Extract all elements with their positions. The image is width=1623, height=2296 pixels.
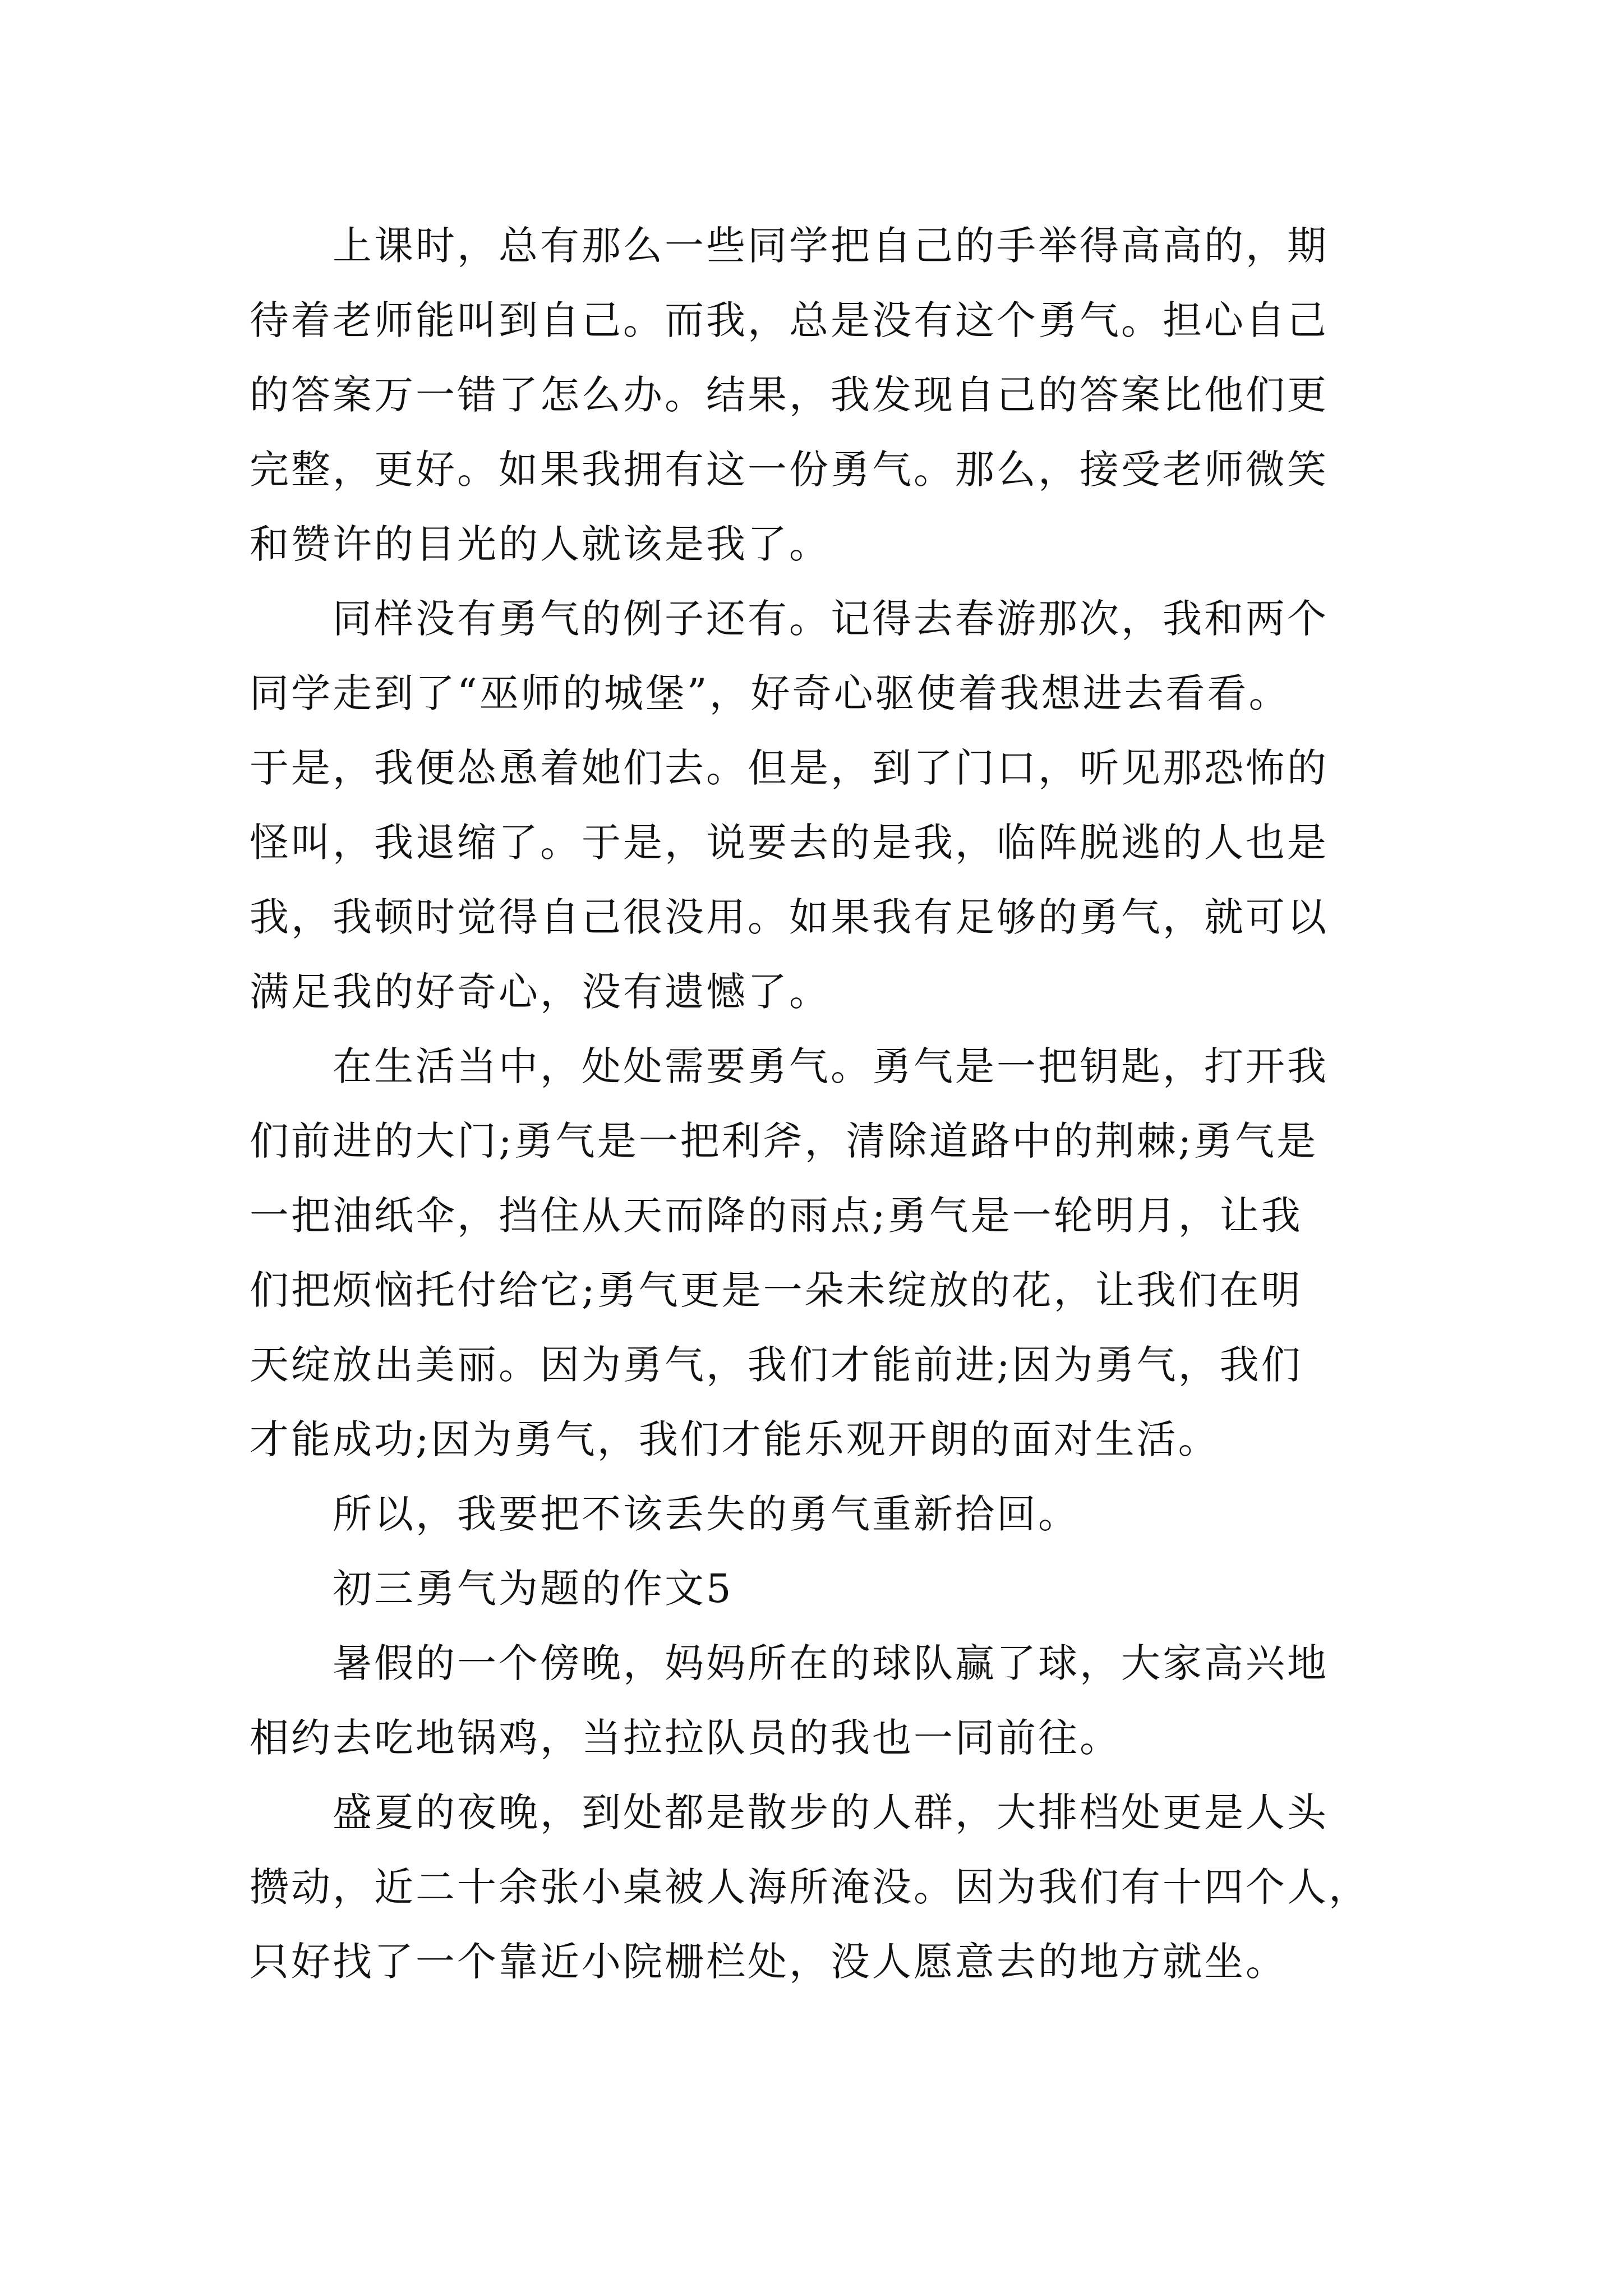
document-body <box>250 209 1382 1999</box>
text-line: 的答案万一错了怎么办。结果，我发现自己的答案比他们更 <box>250 372 1329 418</box>
text-line: 相约去吃地锅鸡，当拉拉队员的我也一同前往。 <box>250 1715 1121 1761</box>
text-line: 同样没有勇气的例子还有。记得去春游那次，我和两个 <box>333 596 1329 642</box>
text-line: 们把烦恼托付给它;勇气更是一朵未绽放的花，让我们在明 <box>250 1267 1303 1313</box>
text-line: 怪叫，我退缩了。于是，说要去的是我，临阵脱逃的人也是 <box>250 820 1329 866</box>
text-line: 完整，更好。如果我拥有这一份勇气。那么，接受老师微笑 <box>250 447 1329 493</box>
text-line: 我，我顿时觉得自己很没用。如果我有足够的勇气，就可以 <box>250 894 1329 940</box>
text-line: 待着老师能叫到自己。而我，总是没有这个勇气。担心自己 <box>250 297 1329 343</box>
text-line: 满足我的好奇心，没有遗憾了。 <box>250 969 831 1015</box>
paragraph-1 <box>250 209 1382 582</box>
text-line: 们前进的大门;勇气是一把利斧，清除道路中的荆棘;勇气是 <box>250 1118 1318 1164</box>
text-line: 在生活当中，处处需要勇气。勇气是一把钥匙，打开我 <box>333 1043 1329 1089</box>
text-line: 才能成功;因为勇气，我们才能乐观开朗的面对生活。 <box>250 1416 1220 1462</box>
paragraph-3 <box>250 1029 1382 1477</box>
paragraph-6 <box>250 1626 1382 1775</box>
text-line: 上课时，总有那么一些同学把自己的手举得高高的，期 <box>333 223 1329 269</box>
text-line: 攒动，近二十余张小桌被人海所淹没。因为我们有十四个人， <box>250 1864 1370 1910</box>
paragraph-2 <box>250 582 1382 1029</box>
text-line: 所以，我要把不该丢失的勇气重新拾回。 <box>333 1491 1080 1537</box>
text-line: 和赞许的目光的人就该是我了。 <box>250 521 831 567</box>
text-line: 同学走到了“巫师的城堡”，好奇心驱使着我想进去看看。 <box>250 670 1290 716</box>
essay-heading <box>250 1552 1382 1626</box>
text-line: 初三勇气为题的作文5 <box>333 1566 734 1612</box>
text-line: 天绽放出美丽。因为勇气，我们才能前进;因为勇气，我们 <box>250 1342 1303 1388</box>
text-line: 于是，我便怂恿着她们去。但是，到了门口，听见那恐怖的 <box>250 745 1329 791</box>
paragraph-7 <box>250 1775 1382 1999</box>
paragraph-4 <box>250 1477 1382 1552</box>
text-line: 只好找了一个靠近小院栅栏处，没人愿意去的地方就坐。 <box>250 1939 1287 1985</box>
text-line: 盛夏的夜晚，到处都是散步的人群，大排档处更是人头 <box>333 1789 1329 1835</box>
text-line: 暑假的一个傍晚，妈妈所在的球队赢了球，大家高兴地 <box>333 1640 1329 1686</box>
text-line: 一把油纸伞，挡住从天而降的雨点;勇气是一轮明月，让我 <box>250 1193 1303 1239</box>
